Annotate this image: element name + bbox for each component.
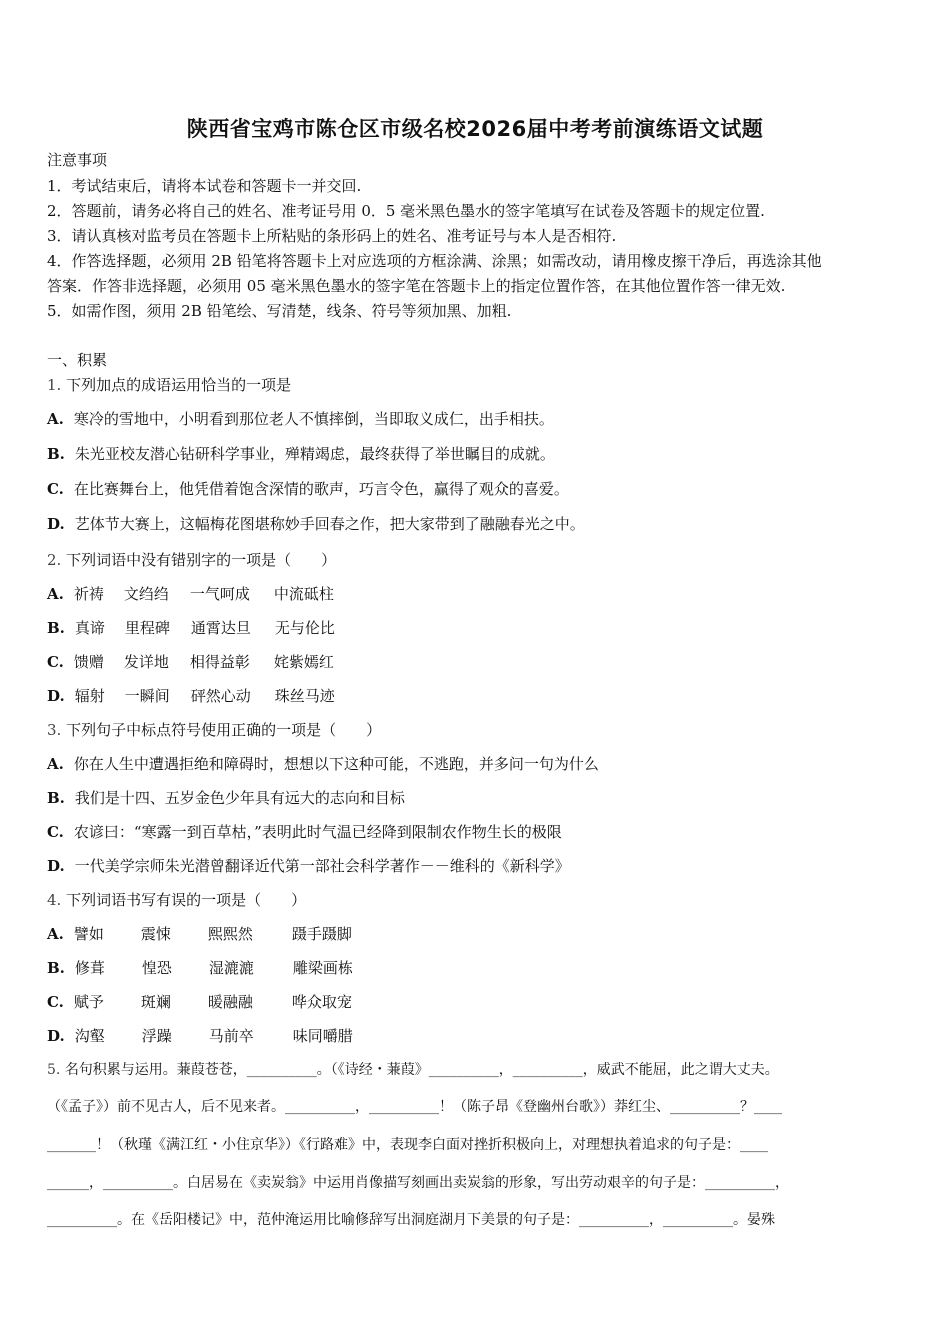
notice-line: 4．作答选择题，必须用 2B 铅笔将答题卡上对应选项的方框涂满、涂黑；如需改动，请用橡皮擦干净后，再选涂其他 bbox=[47, 252, 822, 270]
option-label: D. bbox=[47, 857, 65, 875]
question-4 bbox=[47, 890, 306, 910]
option-word: 湿漉漉 bbox=[208, 959, 254, 977]
question-5 bbox=[47, 1060, 779, 1080]
option-word: 哗众取宠 bbox=[291, 993, 352, 1011]
q3-option-c[interactable] bbox=[47, 822, 562, 842]
option-text: 一代美学宗师朱光潜曾翻译近代第一部社会科学著作－－维科的《新科学》 bbox=[74, 857, 570, 875]
q2-option-d[interactable] bbox=[47, 686, 335, 706]
option-word: 祈祷 bbox=[73, 585, 104, 603]
question-stem: 下列词语中没有错别字的一项是（ ） bbox=[66, 551, 337, 569]
option-word: 文绉绉 bbox=[123, 585, 169, 603]
option-label: D. bbox=[47, 515, 65, 533]
notice-line: 1．考试结束后，请将本试卷和答题卡一并交回. bbox=[47, 177, 362, 195]
option-word: 雕梁画栋 bbox=[292, 959, 353, 977]
section-heading: 一、积累 bbox=[47, 351, 108, 369]
option-word: 沟壑 bbox=[74, 1027, 105, 1045]
q4-option-a[interactable] bbox=[47, 924, 352, 944]
option-word: 一气呵成 bbox=[189, 585, 250, 603]
question-text-line: _______！（秋瑾《满江红・小住京华》）《行路难》中，表现李白面对挫折积极向上，对理想执着追求的句子是：____ bbox=[47, 1137, 768, 1153]
option-word: 姹紫嫣红 bbox=[273, 653, 334, 671]
option-word: 震悚 bbox=[140, 925, 171, 943]
question-number: 4. bbox=[47, 891, 62, 909]
option-word: 暖融融 bbox=[207, 993, 253, 1011]
option-word: 中流砥柱 bbox=[273, 585, 334, 603]
q3-option-b[interactable] bbox=[47, 788, 405, 808]
option-text: 艺体节大赛上，这幅梅花图堪称妙手回春之作，把大家带到了融融春光之中。 bbox=[74, 515, 585, 533]
question-number: 2. bbox=[47, 551, 62, 569]
option-word: 熙熙然 bbox=[207, 925, 253, 943]
option-label: B. bbox=[47, 445, 65, 463]
question-number: 1. bbox=[47, 376, 62, 394]
q4-option-d[interactable] bbox=[47, 1026, 353, 1046]
option-word: 相得益彰 bbox=[189, 653, 250, 671]
option-label: D. bbox=[47, 687, 65, 705]
option-word: 里程碑 bbox=[124, 619, 170, 637]
option-word: 譬如 bbox=[73, 925, 104, 943]
q3-option-a[interactable] bbox=[47, 754, 599, 774]
option-label: A. bbox=[47, 755, 64, 773]
option-word: 辐射 bbox=[74, 687, 105, 705]
q2-option-a[interactable] bbox=[47, 584, 334, 604]
option-word: 味同嚼腊 bbox=[292, 1027, 353, 1045]
option-word: 浮躁 bbox=[141, 1027, 172, 1045]
option-label: A. bbox=[47, 925, 64, 943]
notice-line: 3．请认真核对监考员在答题卡上所粘贴的条形码上的姓名、准考证号与本人是否相符. bbox=[47, 227, 617, 245]
option-word: 斑斓 bbox=[140, 993, 171, 1011]
notice-line: 5．如需作图，须用 2B 铅笔绘、写清楚，线条、符号等须加黑、加粗. bbox=[47, 302, 512, 320]
option-label: C. bbox=[47, 480, 64, 498]
q4-option-b[interactable] bbox=[47, 958, 353, 978]
option-text: 在比赛舞台上，他凭借着饱含深情的歌声，巧言令色，赢得了观众的喜爱。 bbox=[73, 480, 569, 498]
option-word: 赋予 bbox=[73, 993, 104, 1011]
question-stem: 下列词语书写有误的一项是（ ） bbox=[66, 891, 307, 909]
q2-option-c[interactable] bbox=[47, 652, 334, 672]
option-word: 无与伦比 bbox=[274, 619, 335, 637]
option-word: 发详地 bbox=[123, 653, 169, 671]
option-word: 真谛 bbox=[74, 619, 105, 637]
question-text-line: （《孟子》）前不见古人，后不见来者。__________，__________！（陈子昂《登幽州台歌》）莽红尘、__________？____ bbox=[47, 1099, 782, 1115]
option-label: B. bbox=[47, 619, 65, 637]
option-word: 蹑手蹑脚 bbox=[291, 925, 352, 943]
notice-line: 2．答题前，请务必将自己的姓名、准考证号用 0．5 毫米黑色墨水的签字笔填写在试卷及答题卡的规定位置. bbox=[47, 202, 765, 220]
option-word: 通霄达旦 bbox=[190, 619, 251, 637]
q1-option-b[interactable] bbox=[47, 444, 555, 464]
question-text-line: __________。在《岳阳楼记》中，范仲淹运用比喻修辞写出洞庭湖月下美景的句子是：__________，__________。晏殊 bbox=[47, 1212, 775, 1228]
page-title: 陕西省宝鸡市陈仓区市级名校2026届中考考前演练语文试题 bbox=[186, 117, 764, 141]
question-text-line: 名句积累与运用。蒹葭苍苍，__________。（《诗经・蒹葭》__________，__________，威武不能屈，此之谓大丈夫。 bbox=[64, 1062, 779, 1078]
option-text: 寒冷的雪地中，小明看到那位老人不慎摔倒，当即取义成仁，出手相扶。 bbox=[73, 410, 554, 428]
option-word: 马前卒 bbox=[208, 1027, 254, 1045]
option-label: D. bbox=[47, 1027, 65, 1045]
q3-option-d[interactable] bbox=[47, 856, 570, 876]
option-label: C. bbox=[47, 993, 64, 1011]
q1-option-a[interactable] bbox=[47, 409, 554, 429]
option-label: B. bbox=[47, 959, 65, 977]
option-text: 我们是十四、五岁金色少年具有远大的志向和目标 bbox=[74, 789, 405, 807]
question-number: 3. bbox=[47, 721, 62, 739]
option-label: C. bbox=[47, 653, 64, 671]
option-label: A. bbox=[47, 410, 64, 428]
question-stem: 下列加点的成语运用恰当的一项是 bbox=[66, 376, 292, 394]
option-label: A. bbox=[47, 585, 64, 603]
option-label: C. bbox=[47, 823, 64, 841]
question-text-line: ______，__________。白居易在《卖炭翁》中运用肖像描写刻画出卖炭翁的形象，写出劳动艰辛的句子是：__________， bbox=[47, 1175, 789, 1191]
question-2 bbox=[47, 550, 336, 570]
option-label: B. bbox=[47, 789, 65, 807]
q2-option-b[interactable] bbox=[47, 618, 335, 638]
option-word: 馈赠 bbox=[73, 653, 104, 671]
option-text: 农谚曰：“寒露一到百草枯，”表明此时气温已经降到限制农作物生长的极限 bbox=[73, 823, 562, 841]
option-word: 珠丝马迹 bbox=[274, 687, 335, 705]
option-word: 一瞬间 bbox=[124, 687, 170, 705]
question-3 bbox=[47, 720, 381, 740]
question-number: 5. bbox=[47, 1062, 61, 1078]
option-text: 你在人生中遭遇拒绝和障碍时，想想以下这种可能，不逃跑，并多问一句为什么 bbox=[73, 755, 599, 773]
notice-heading: 注意事项 bbox=[47, 151, 108, 169]
q1-option-c[interactable] bbox=[47, 479, 569, 499]
option-text: 朱光亚校友潜心钻研科学事业，殚精竭虑，最终获得了举世瞩目的成就。 bbox=[74, 445, 555, 463]
option-word: 砰然心动 bbox=[190, 687, 251, 705]
notice-line: 答案．作答非选择题，必须用 05 毫米黑色墨水的签字笔在答题卡上的指定位置作答，在其他位置作答一律无效. bbox=[47, 277, 786, 295]
question-1 bbox=[47, 375, 291, 395]
option-word: 修葺 bbox=[74, 959, 105, 977]
question-stem: 下列句子中标点符号使用正确的一项是（ ） bbox=[66, 721, 382, 739]
option-word: 惶恐 bbox=[141, 959, 172, 977]
q4-option-c[interactable] bbox=[47, 992, 352, 1012]
q1-option-d[interactable] bbox=[47, 514, 585, 534]
